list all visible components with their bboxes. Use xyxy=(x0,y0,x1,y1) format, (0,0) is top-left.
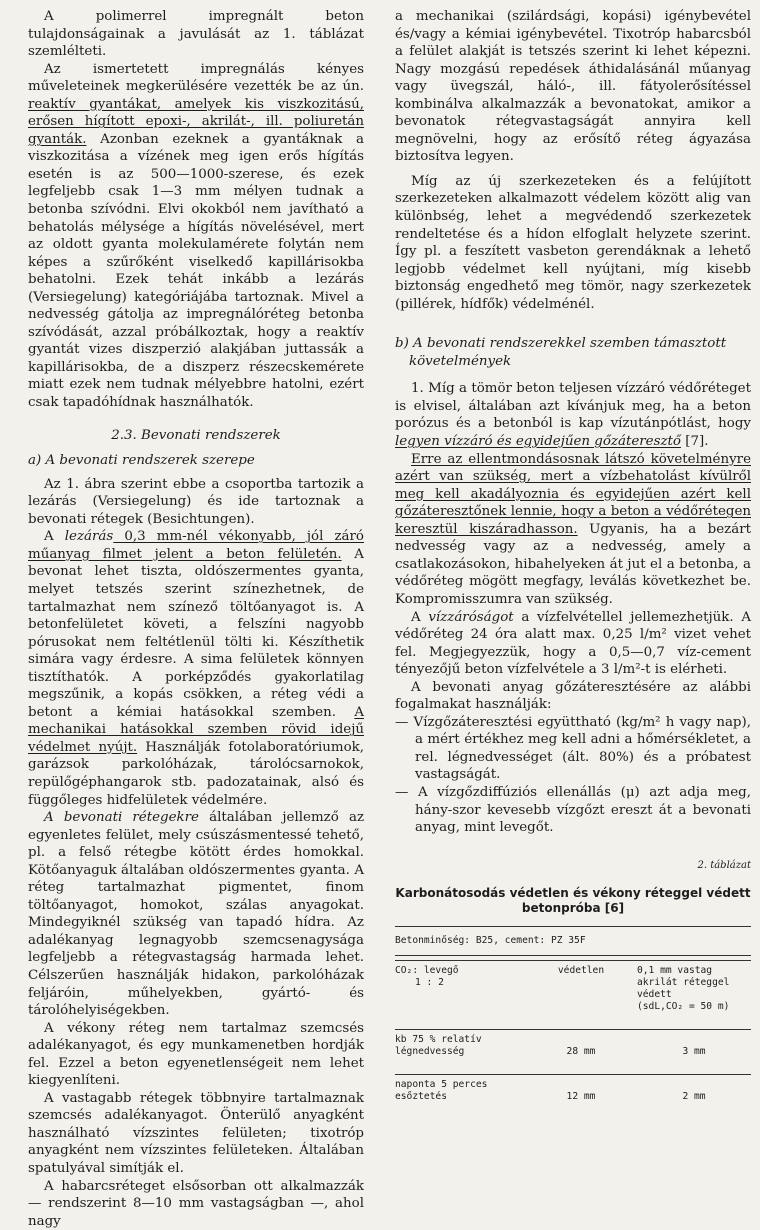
paragraph: a mechanikai (szilárdsági, kopási) igénybevétel és/vagy a kémiai igénybevétel. Tixotróp habarcsból a felület alakját is tetszés szerint ki lehet képezni. Nagy mozgású repedések áthidalásánál műanyag vagy üvegszál, háló-, ill. fátyolerősítéssel kombinálva alkalmazzák a bevonatokat, amikor a bevonatok rétegvastagságát annyira kell megnövelni, hogy az erősítő réteg ágyazása biztosítva legyen. xyxy=(395,9,751,165)
paragraph: A lezárás 0,3 mm-nél vékonyabb, jól záró műanyag filmet jelent a beton felületén. A bevonat lehet tiszta, oldószermentes gyanta, melyet tetszés szerint színezhetnek, de tartalmazhat nem színező töltőanyagot is. A betonfelületet követi, a felszíni nagyobb pórusokat nem feltétlenül tölti ki. Készíthetik simára vagy érdesre. A sima felületek könnyen tisztíthatók. A porképződés gyakorlatilag megszűnik, a kopás csökken, a réteg védi a betont a kémiai hatásokkal szemben. A mechanikai hatásokkal szemben rövid idejű védelmet nyújt. Használják fotolaboratóriumok, garázsok parkolóházak, tárolócsarnokok, repülőgéphangarok stb. padozatainak, alsó és függőleges hidfelületek védelmére. xyxy=(28,529,364,808)
table-row: kb 75 % relatív légnedvesség 28 mm 3 mm xyxy=(395,1029,751,1062)
data-table xyxy=(395,926,751,1107)
paragraph: A habarcsréteget elsősorban ott alkalmazzák — rendszerint 8—10 mm vastagságban —, ahol nagy xyxy=(28,1178,364,1229)
table-row: CO₂: levegő 1 : 2 védetlen 0,1 mm vastag akrilát réteggel védett (sdL,CO₂ = 50 m) xyxy=(395,960,751,1017)
subsection-heading: a) A bevonati rendszerek szerepe xyxy=(28,453,255,469)
table-row: naponta 5 perces esőztetés 12 mm 2 mm xyxy=(395,1074,751,1107)
paragraph: A vékony réteg nem tartalmaz szemcsés adalékanyagot, és egy munkamenetben hordják fel. Ezzel a beton egyenetlenségeit nem lehet kiegyenlíteni. xyxy=(28,1020,364,1089)
paragraph: Az ismertetett impregnálás kényes műveleteinek megkerülésére vezették be az ún. reaktív gyantákat, amelyek kis viszkozitású, erősen hígított epoxi-, akrilát-, ill. poliuretán gyanták. Azonban ezeknek a gyantáknak a viszkozitása a vízének meg igen erős hígítás esetén is az 500—1000-szerese, és ezek legfeljebb csak 1—3 mm mélyen tudnak a betonba szívódni. Elvi okokból nem javítható a behatolás mélysége a hígítás növelésével, mert az oldott gyanta molekulamérete folytán nem képes a szűrőként viselkedő kapillárisokba behatolni. Ezek tehát inkább a lezárás (Versiegelung) kategóriájába tartoznak. Mivel a nedvesség gátolja az impregnálóréteg betonba szívódását, azzal próbálkoztak, hogy a reaktív gyantát vizes diszperzió alakjában juttassák a kapillárisokba, de a diszperz részecskeméretе miatt ezek nem tudnak mélyebbre hatolni, ezért csak tapadóhídnak használhatók. xyxy=(28,61,364,411)
paragraph: A polimerrel impregnált beton tulajdonságainak a javulását az 1. táblázat szemlélteti. xyxy=(28,9,364,60)
list-item: — Vízgőzáteresztési együttható (kg/m² h vagy nap), a mért értékhez meg kell adni a hőmérsékletet, a rel. légnedvességet (ált. 80%) és a próbatest vastagságát. xyxy=(395,714,751,783)
paragraph: A bevonati rétegekre általában jellemző az egyenletes felület, mely csúszásmentessé tehető, pl. a felső rétegbe kötött érdes homokkal. Kötőanyaguk általában oldószermentes gyanta. A réteg tartalmazhat pigmentet, finom töltőanyagot, homokot, szálas anyagokat. Mindegyiknél szükség van tapadó hídra. Az adalékanyag legnagyobb szemcsenagysága legfeljebb a rétegvastagság harmada lehet. Célszerűen használják hidakon, parkolóházak feljáróin, műhelyekben, gyártó- és tárolóhelyiségekben. xyxy=(28,810,364,1019)
right-column xyxy=(395,8,751,1107)
paragraph: A vastagabb rétegek többnyire tartalmaznak szemcsés adalékanyagot. Önterülő anyagként használható vízszintes felületen; tixotróp anyagként nem vízszintes felületeken. Általában spatulyával simítják el. xyxy=(28,1090,364,1176)
table-title: Karbonátosodás védetlen és vékony réteggel védett betonpróba [6] xyxy=(395,886,751,916)
list-item: — A vízgőzdiffúziós ellenállás (μ) azt adja meg, hány-szor kevesebb vízgőzt ereszt át a bevonati anyag, mint levegőt. xyxy=(395,784,751,836)
paragraph: Míg az új szerkezeteken és a felújított szerkezeteken alkalmazott védelem között alig van különbség, lehet a megvédendő szerkezetek rendeltetése és a hídon elfoglalt helyzete szerint. Így pl. a feszített vasbeton gerendáknak a lehető legjobb védelmet kell nyújtani, míg kisebb biztonság engedhető meg tömör, nagy szerkezetek (pillérek, hídfők) védelménél. xyxy=(395,173,751,312)
subsection-heading: b) A bevonati rendszerekkel szemben támasztott követelmények xyxy=(395,336,727,369)
left-column xyxy=(28,8,364,1230)
paragraph: Erre az ellentmondásosnak látszó követelményre azért van szükség, mert a vízbehatolást kívülről meg kell akadályoznia és egyidejűen azért kell gőzáteresztőnek lennie, hogy a beton a védőrétegen keresztül kiszáradhasson. Ugyanis, ha a bezárt nedvesség vagy az a nedvesség, amely a csatlakozásokon, hibahelyeken át jut el a betonba, a védőréteg mögött megfagy, leválás következhet be. Kompromisszumra van szükség. xyxy=(395,451,751,607)
paragraph: 1. Míg a tömör beton teljesen vízzáró védőréteget is elvisel, általában azt kívánjuk meg, ha a beton porózus és a betonból is kap vízutánpótlást, hogy legyen vízzáró és egyidejűen gőzáteresztő [7]. xyxy=(395,381,751,450)
table-number: 2. táblázat xyxy=(697,859,751,871)
section-heading: 2.3. Bevonati rendszerek xyxy=(111,427,281,443)
paragraph: A vízzáróságot a vízfelvétellel jellemezhetjük. A védőréteg 24 óra alatt max. 0,25 l/m² vizet vehet fel. Megjegyezzük, hogy a 0,5—0,7 víz-cement tényezőjű beton vízfelvétele a 3 l/m²-t is elérheti. xyxy=(395,609,751,678)
table-header-row: Betonminőség: B25, cement: PZ 35F xyxy=(395,927,751,956)
paragraph: Az 1. ábra szerint ebbe a csoportba tartozik a lezárás (Versiegelung) és ide tartoznak a bevonati rétegek (Besichtungen). xyxy=(28,476,364,527)
paragraph: A bevonati anyag gőzáteresztésére az alábbi fogalmakat használják: xyxy=(395,679,751,713)
